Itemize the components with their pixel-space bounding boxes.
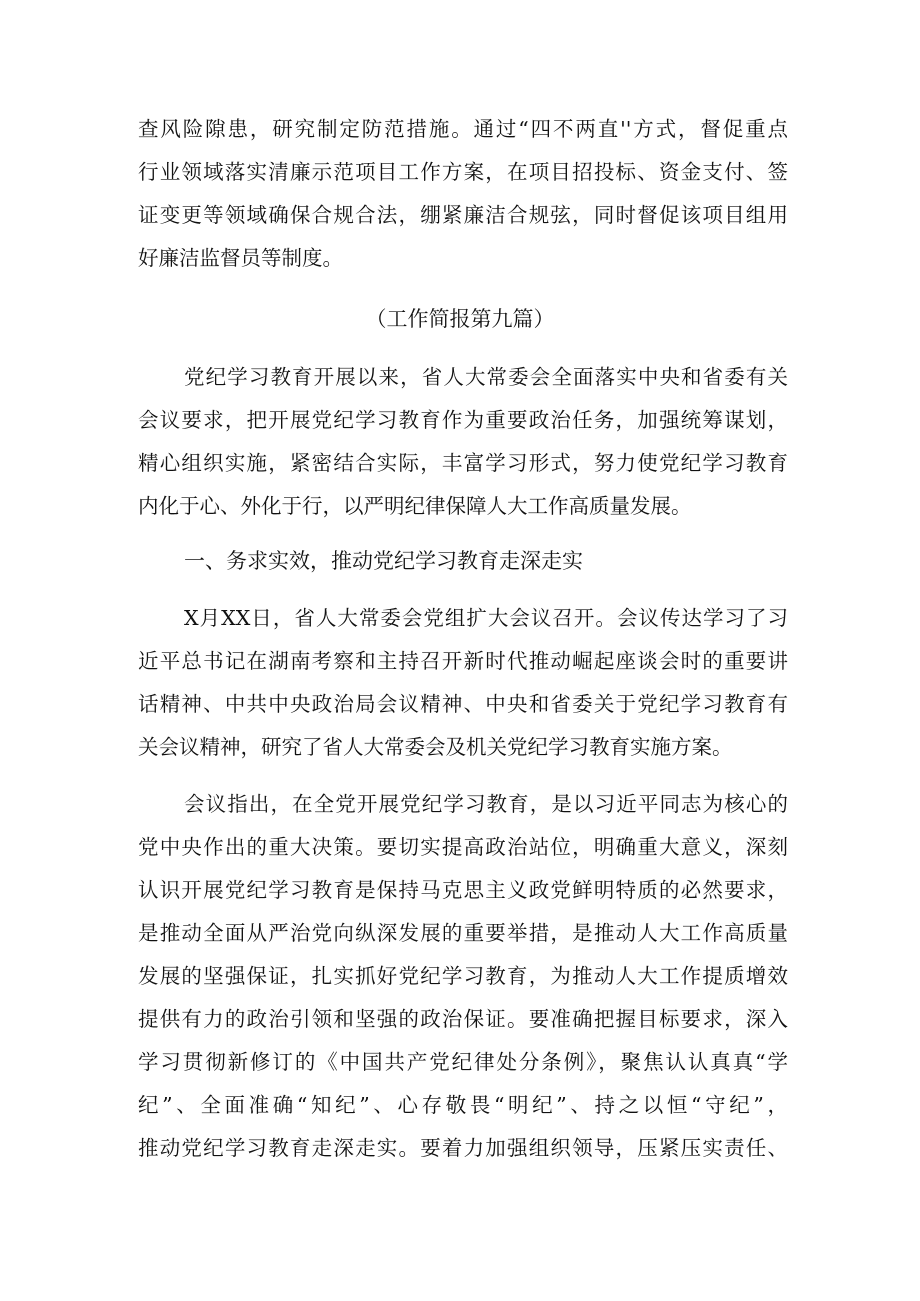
paragraph-line: 是推动全面从严治党向纵深发展的重要举措，是推动人大工作高质量 (138, 921, 788, 945)
paragraph-line: 发展的坚强保证，扎实抓好党纪学习教育，为推动人大工作提质增效 (138, 964, 788, 988)
paragraph-line: 会议指出，在全党开展党纪学习教育，是以习近平同志为核心的 (184, 792, 788, 816)
paragraph-line: 关会议精神，研究了省人大常委会及机关党纪学习教育实施方案。 (138, 735, 733, 759)
paragraph-line: 推动党纪学习教育走深走实。要着力加强组织领导，压紧压实责任、 (138, 1136, 788, 1160)
paragraph-line: 话精神、中共中央政治局会议精神、中央和省委关于党纪学习教育有 (138, 692, 788, 716)
paragraph-line: 党中央作出的重大决策。要切实提高政治站位，明确重大意义，深刻 (138, 835, 788, 859)
paragraph-line: 好廉洁监督员等制度。 (138, 246, 343, 270)
paragraph-line: X月XX日，省人大常委会党组扩大会议召开。会议传达学习了习 (184, 606, 788, 630)
paragraph-line: 认识开展党纪学习教育是保持马克思主义政党鲜明特质的必然要求， (138, 878, 788, 902)
paragraph-line: 行业领域落实清廉示范项目工作方案，在项目招投标、资金支付、签 (138, 160, 788, 184)
paragraph-line: 精心组织实施，紧密结合实际，丰富学习形式，努力使党纪学习教育 (138, 451, 788, 475)
section-heading: 一、务求实效，推动党纪学习教育走深走实 (184, 549, 583, 573)
paragraph-line: 近平总书记在湖南考察和主持召开新时代推动崛起座谈会时的重要讲 (138, 649, 788, 673)
paragraph-line: 纪”、全面准确“知纪”、心存敬畏“明纪”、持之以恒“守纪”， (138, 1093, 788, 1117)
paragraph-line: 内化于心、外化于行，以严明纪律保障人大工作高质量发展。 (138, 494, 692, 518)
paragraph-line: 党纪学习教育开展以来，省人大常委会全面落实中央和省委有关 (184, 365, 788, 389)
paragraph-line: 查风险隙患，研究制定防范措施。通过“四不两直''方式，督促重点 (138, 117, 788, 141)
paragraph-line: 证变更等领域确保合规合法，绷紧廉洁合规弦，同时督促该项目组用 (138, 203, 788, 227)
paragraph-line: 提供有力的政治引领和坚强的政治保证。要准确把握目标要求，深入 (138, 1007, 788, 1031)
paragraph-line: 学习贯彻新修订的《中国共产党纪律处分条例》，聚焦认认真真“学 (138, 1050, 788, 1074)
paragraph-line: 会议要求，把开展党纪学习教育作为重要政治任务，加强统筹谋划， (138, 408, 788, 432)
document-title: （工作简报第九篇） (365, 307, 555, 331)
